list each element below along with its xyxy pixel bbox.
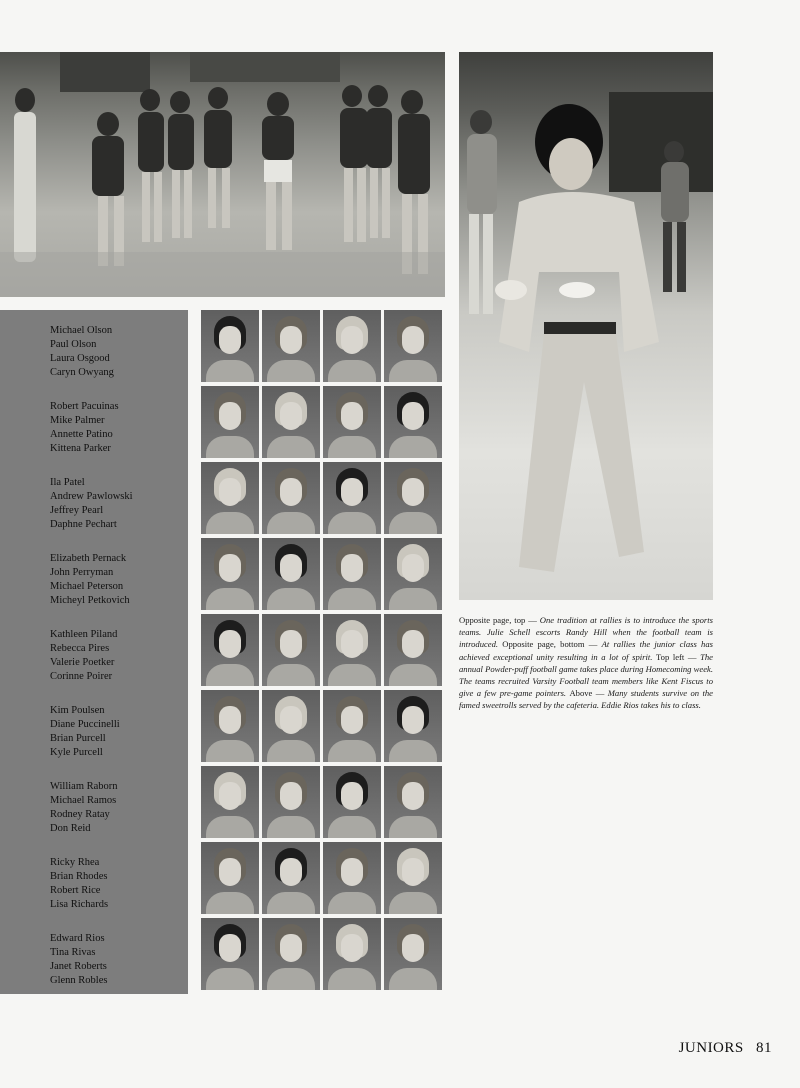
- student-portrait: [262, 614, 320, 686]
- student-name: Tina Rivas: [50, 947, 96, 958]
- student-portrait: [201, 842, 259, 914]
- student-name: Kim Poulsen: [50, 705, 105, 716]
- student-portrait: [262, 538, 320, 610]
- caption-lead: Opposite page, bottom —: [502, 639, 602, 650]
- student-portrait: [201, 538, 259, 610]
- caption-lead: Opposite page, top —: [459, 615, 540, 625]
- student-portrait: [323, 842, 381, 914]
- student-name: Kathleen Piland: [50, 629, 118, 640]
- student-name: William Raborn: [50, 781, 118, 792]
- name-group-8: [50, 856, 188, 912]
- portrait-body: [206, 740, 254, 762]
- student-name: Robert Rice: [50, 885, 101, 896]
- portrait-face: [402, 326, 424, 354]
- portrait-face: [402, 478, 424, 506]
- portrait-body: [206, 968, 254, 990]
- photo-walking-scene: [459, 52, 713, 600]
- student-name: Don Reid: [50, 823, 91, 834]
- student-name: Valerie Poetker: [50, 657, 115, 668]
- student-name: Kyle Purcell: [50, 747, 103, 758]
- student-portrait: [262, 310, 320, 382]
- portrait-face: [341, 326, 363, 354]
- portrait-body: [328, 436, 376, 458]
- portrait-body: [267, 360, 315, 382]
- name-group-1: [50, 324, 188, 380]
- student-portrait: [384, 462, 442, 534]
- student-name: Rebecca Pires: [50, 643, 110, 654]
- student-portrait: [384, 614, 442, 686]
- portrait-face: [402, 782, 424, 810]
- portrait-face: [219, 934, 241, 962]
- portrait-face: [219, 782, 241, 810]
- student-name: Micheyl Petkovich: [50, 595, 130, 606]
- portrait-body: [206, 436, 254, 458]
- portrait-face: [280, 554, 302, 582]
- student-portrait: [262, 386, 320, 458]
- portrait-body: [267, 892, 315, 914]
- name-group-6: [50, 704, 188, 760]
- student-name: Annette Patino: [50, 429, 113, 440]
- student-name: Michael Ramos: [50, 795, 117, 806]
- student-name: Laura Osgood: [50, 353, 110, 364]
- student-name: Brian Purcell: [50, 733, 106, 744]
- portrait-face: [341, 782, 363, 810]
- portrait-face: [219, 706, 241, 734]
- caption-text: At rallies the junior class has achieved exceptional unity resulting in a lot of spirit.: [459, 639, 713, 662]
- student-name: Caryn Owyang: [50, 367, 114, 378]
- portrait-face: [402, 554, 424, 582]
- caption-text: One tradition at rallies is to introduce the sports teams. Julie Schell escorts Randy Hill when the football team is introduced.: [459, 615, 714, 650]
- student-portrait: [262, 462, 320, 534]
- portrait-face: [341, 858, 363, 886]
- name-group-3: [50, 476, 188, 532]
- student-name: Mike Palmer: [50, 415, 105, 426]
- portrait-face: [341, 554, 363, 582]
- student-portrait: [384, 386, 442, 458]
- portrait-body: [328, 360, 376, 382]
- portrait-body: [389, 360, 437, 382]
- student-name: Michael Peterson: [50, 581, 124, 592]
- student-portrait: [323, 386, 381, 458]
- portrait-body: [328, 816, 376, 838]
- name-group-9: [50, 932, 188, 988]
- portrait-face: [341, 706, 363, 734]
- name-group-4: [50, 552, 188, 608]
- portrait-body: [328, 512, 376, 534]
- student-portrait: [323, 766, 381, 838]
- student-portrait: [201, 386, 259, 458]
- portrait-body: [389, 588, 437, 610]
- portrait-face: [402, 934, 424, 962]
- student-portrait: [323, 538, 381, 610]
- portrait-face: [341, 402, 363, 430]
- portrait-face: [280, 478, 302, 506]
- portrait-body: [206, 816, 254, 838]
- student-portrait: [384, 842, 442, 914]
- student-portrait: [323, 918, 381, 990]
- student-portrait: [201, 614, 259, 686]
- portrait-body: [267, 740, 315, 762]
- portrait-body: [267, 664, 315, 686]
- section-label: JUNIORS: [678, 1040, 744, 1056]
- student-name: Rodney Ratay: [50, 809, 110, 820]
- portrait-face: [280, 858, 302, 886]
- portrait-face: [280, 402, 302, 430]
- student-portrait: [323, 310, 381, 382]
- portrait-grid: [201, 310, 445, 994]
- student-name: John Perryman: [50, 567, 114, 578]
- portrait-body: [389, 892, 437, 914]
- student-name: Jeffrey Pearl: [50, 505, 104, 516]
- portrait-face: [280, 630, 302, 658]
- student-name: Corinne Poirer: [50, 671, 113, 682]
- student-portrait: [201, 766, 259, 838]
- page-footer: [671, 1040, 772, 1057]
- portrait-face: [341, 630, 363, 658]
- portrait-body: [389, 512, 437, 534]
- portrait-face: [402, 858, 424, 886]
- name-group-5: [50, 628, 188, 684]
- student-name: Michael Olson: [50, 325, 113, 336]
- portrait-body: [328, 664, 376, 686]
- photo-student-walking: [459, 52, 713, 600]
- student-portrait: [201, 690, 259, 762]
- page-number: 81: [756, 1040, 772, 1056]
- student-portrait: [201, 310, 259, 382]
- student-name: Janet Roberts: [50, 961, 107, 972]
- portrait-body: [267, 588, 315, 610]
- portrait-face: [280, 782, 302, 810]
- portrait-body: [389, 816, 437, 838]
- portrait-body: [206, 360, 254, 382]
- student-name: Lisa Richards: [50, 899, 109, 910]
- portrait-face: [219, 402, 241, 430]
- portrait-face: [280, 706, 302, 734]
- student-portrait: [323, 462, 381, 534]
- name-group-2: [50, 400, 188, 456]
- portrait-body: [206, 512, 254, 534]
- student-portrait: [323, 614, 381, 686]
- portrait-face: [341, 934, 363, 962]
- portrait-face: [219, 554, 241, 582]
- student-name: Glenn Robles: [50, 975, 108, 986]
- student-name: Diane Puccinelli: [50, 719, 120, 730]
- portrait-body: [389, 740, 437, 762]
- portrait-body: [267, 436, 315, 458]
- student-portrait: [262, 842, 320, 914]
- portrait-body: [267, 816, 315, 838]
- portrait-body: [328, 892, 376, 914]
- student-portrait: [323, 690, 381, 762]
- portrait-face: [402, 630, 424, 658]
- student-portrait: [384, 310, 442, 382]
- portrait-face: [280, 934, 302, 962]
- student-name: Brian Rhodes: [50, 871, 108, 882]
- student-name: Kittena Parker: [50, 443, 111, 454]
- photo-powderpuff-scene: [0, 52, 445, 297]
- portrait-body: [206, 892, 254, 914]
- student-name: Daphne Pechart: [50, 519, 117, 530]
- student-portrait: [384, 918, 442, 990]
- student-portrait: [201, 918, 259, 990]
- photo-caption: [459, 614, 713, 712]
- student-name: Robert Pacuinas: [50, 401, 119, 412]
- student-name: Edward Rios: [50, 933, 105, 944]
- student-name: Elizabeth Pernack: [50, 553, 127, 564]
- student-portrait: [384, 690, 442, 762]
- student-portrait: [262, 766, 320, 838]
- portrait-face: [219, 478, 241, 506]
- portrait-face: [341, 478, 363, 506]
- portrait-body: [328, 968, 376, 990]
- portrait-face: [219, 858, 241, 886]
- student-portrait: [201, 462, 259, 534]
- student-name: Ricky Rhea: [50, 857, 100, 868]
- portrait-face: [280, 326, 302, 354]
- portrait-body: [328, 740, 376, 762]
- portrait-body: [267, 512, 315, 534]
- portrait-body: [206, 664, 254, 686]
- caption-lead: Top left —: [656, 651, 701, 662]
- portrait-face: [219, 630, 241, 658]
- student-portrait: [384, 766, 442, 838]
- portrait-body: [389, 664, 437, 686]
- portrait-body: [389, 968, 437, 990]
- student-name: Ila Patel: [50, 477, 85, 488]
- name-group-7: [50, 780, 188, 836]
- caption-lead: Above —: [569, 688, 608, 699]
- student-portrait: [262, 918, 320, 990]
- portrait-body: [328, 588, 376, 610]
- portrait-body: [389, 436, 437, 458]
- student-name: Andrew Pawlowski: [50, 491, 133, 502]
- portrait-face: [219, 326, 241, 354]
- caption-text: The annual Powder-puff football game takes place during Homecoming week. The teams recruited Varsity Football team members like Kent Fiscus to give a few pre-game pointers.: [459, 651, 713, 699]
- portrait-body: [267, 968, 315, 990]
- student-portrait: [384, 538, 442, 610]
- names-panel: [0, 310, 188, 994]
- student-portrait: [262, 690, 320, 762]
- portrait-face: [402, 402, 424, 430]
- portrait-face: [402, 706, 424, 734]
- portrait-body: [206, 588, 254, 610]
- student-name: Paul Olson: [50, 339, 97, 350]
- caption-text: Many students survive on the famed sweetrolls served by the cafeteria. Eddie Rios takes his to class.: [459, 688, 713, 711]
- photo-powderpuff-football: [0, 52, 445, 297]
